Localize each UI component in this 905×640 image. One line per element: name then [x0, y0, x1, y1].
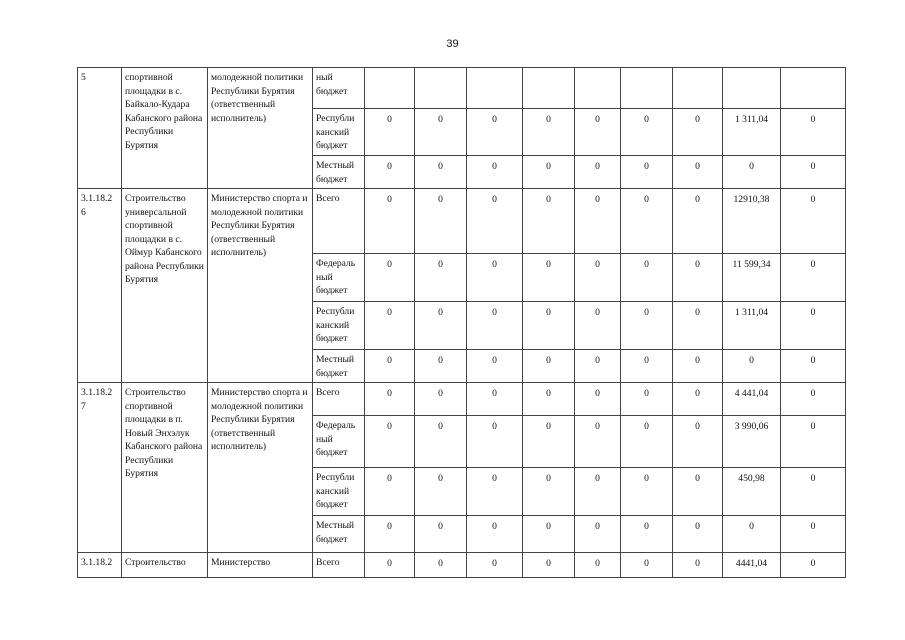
cell-value: 0 [781, 468, 846, 516]
cell-value: 0 [365, 254, 415, 302]
cell-value: 0 [467, 516, 523, 553]
cell-source: Республи канский бюджет [313, 302, 365, 350]
cell-value: 0 [523, 553, 575, 578]
cell-value [781, 68, 846, 109]
cell-code: 5 [78, 68, 122, 189]
cell-value: 0 [467, 156, 523, 189]
cell-value: 0 [621, 553, 673, 578]
cell-value: 0 [365, 468, 415, 516]
cell-value: 0 [415, 189, 467, 254]
cell-value: 0 [621, 302, 673, 350]
cell-value: 3 990,06 [723, 416, 781, 468]
cell-value: 0 [621, 516, 673, 553]
cell-value: 0 [467, 416, 523, 468]
cell-source: Местный бюджет [313, 516, 365, 553]
cell-value: 0 [575, 383, 621, 416]
cell-value [467, 68, 523, 109]
cell-value: 12910,38 [723, 189, 781, 254]
cell-value: 4 441,04 [723, 383, 781, 416]
cell-value: 0 [365, 383, 415, 416]
cell-value [673, 68, 723, 109]
cell-value: 0 [621, 468, 673, 516]
cell-name: Строительство [122, 553, 208, 578]
cell-value: 0 [621, 383, 673, 416]
cell-value: 0 [575, 302, 621, 350]
cell-value: 0 [575, 468, 621, 516]
cell-value [415, 68, 467, 109]
cell-value: 0 [575, 416, 621, 468]
cell-source: Всего [313, 189, 365, 254]
cell-value: 0 [415, 516, 467, 553]
cell-value: 0 [575, 553, 621, 578]
cell-value: 0 [673, 189, 723, 254]
cell-value: 0 [415, 468, 467, 516]
cell-value: 0 [673, 350, 723, 383]
cell-value [621, 68, 673, 109]
cell-value: 0 [523, 156, 575, 189]
cell-value: 0 [781, 189, 846, 254]
cell-value: 0 [781, 553, 846, 578]
table-row [78, 383, 846, 416]
cell-value: 0 [523, 189, 575, 254]
cell-value: 0 [621, 156, 673, 189]
cell-value: 0 [415, 302, 467, 350]
cell-value: 0 [523, 416, 575, 468]
cell-value: 0 [365, 350, 415, 383]
cell-value: 0 [575, 350, 621, 383]
cell-source: Местный бюджет [313, 350, 365, 383]
cell-value: 0 [575, 109, 621, 156]
cell-source: Федераль ный бюджет [313, 416, 365, 468]
cell-value: 0 [673, 383, 723, 416]
cell-source: Республи канский бюджет [313, 468, 365, 516]
cell-value: 0 [467, 109, 523, 156]
page-number: 39 [446, 38, 459, 50]
cell-value: 0 [415, 350, 467, 383]
budget-table [77, 67, 846, 578]
cell-value: 1 311,04 [723, 109, 781, 156]
cell-name: спортивной площадки в с. Байкало-Кудара Кабанского района Республики Бурятия [122, 68, 208, 189]
cell-value: 0 [621, 189, 673, 254]
cell-value: 0 [673, 109, 723, 156]
cell-source: ный бюджет [313, 68, 365, 109]
cell-value: 0 [575, 189, 621, 254]
cell-value: 0 [621, 350, 673, 383]
cell-value: 0 [467, 302, 523, 350]
cell-value: 0 [723, 516, 781, 553]
cell-value: 0 [365, 189, 415, 254]
cell-value: 0 [467, 350, 523, 383]
cell-value: 0 [523, 350, 575, 383]
cell-value: 0 [523, 383, 575, 416]
cell-value: 0 [781, 383, 846, 416]
cell-value: 0 [415, 109, 467, 156]
cell-value: 0 [365, 109, 415, 156]
cell-value: 0 [467, 254, 523, 302]
cell-name: Строительство спортивной площадки в п. Новый Энхэлук Кабанского района Республики Бурятия [122, 383, 208, 553]
cell-value: 0 [621, 254, 673, 302]
cell-value: 0 [781, 109, 846, 156]
cell-value: 0 [673, 468, 723, 516]
cell-value: 450,98 [723, 468, 781, 516]
cell-code: 3.1.18.2 6 [78, 189, 122, 383]
cell-value: 0 [575, 516, 621, 553]
cell-code: 3.1.18.2 7 [78, 383, 122, 553]
cell-value: 0 [781, 350, 846, 383]
cell-value: 0 [781, 516, 846, 553]
cell-value: 0 [523, 302, 575, 350]
cell-value [365, 68, 415, 109]
cell-source: Республи канский бюджет [313, 109, 365, 156]
cell-value: 11 599,34 [723, 254, 781, 302]
cell-executor: молодежной политики Республики Бурятия (ответственный исполнитель) [208, 68, 313, 189]
cell-value: 0 [673, 516, 723, 553]
cell-value: 0 [415, 383, 467, 416]
cell-value: 4441,04 [723, 553, 781, 578]
cell-value: 0 [415, 254, 467, 302]
cell-executor: Министерство [208, 553, 313, 578]
cell-value: 0 [365, 553, 415, 578]
table-row [78, 189, 846, 254]
cell-executor: Министерство спорта и молодежной политики Республики Бурятия (ответственный исполнитель) [208, 383, 313, 553]
cell-value: 0 [673, 254, 723, 302]
cell-value: 0 [621, 109, 673, 156]
cell-code: 3.1.18.2 [78, 553, 122, 578]
cell-value: 0 [365, 516, 415, 553]
cell-value: 0 [575, 156, 621, 189]
cell-value: 0 [673, 302, 723, 350]
cell-value: 0 [365, 416, 415, 468]
cell-source: Федераль ный бюджет [313, 254, 365, 302]
cell-value: 0 [781, 302, 846, 350]
cell-source: Местный бюджет [313, 156, 365, 189]
cell-value: 0 [467, 468, 523, 516]
cell-value: 0 [723, 350, 781, 383]
cell-value [723, 68, 781, 109]
cell-value: 0 [365, 302, 415, 350]
cell-value [575, 68, 621, 109]
cell-value: 0 [673, 553, 723, 578]
cell-value: 0 [781, 156, 846, 189]
cell-source: Всего [313, 553, 365, 578]
cell-value: 1 311,04 [723, 302, 781, 350]
cell-value: 0 [415, 553, 467, 578]
cell-value: 0 [523, 109, 575, 156]
table-row [78, 553, 846, 578]
cell-value: 0 [467, 553, 523, 578]
cell-value: 0 [365, 156, 415, 189]
cell-value: 0 [415, 416, 467, 468]
cell-value: 0 [467, 189, 523, 254]
cell-value: 0 [523, 516, 575, 553]
cell-value [523, 68, 575, 109]
cell-value: 0 [523, 254, 575, 302]
cell-value: 0 [523, 468, 575, 516]
cell-value: 0 [781, 254, 846, 302]
cell-value: 0 [673, 416, 723, 468]
cell-value: 0 [415, 156, 467, 189]
cell-value: 0 [723, 156, 781, 189]
cell-name: Строительство универсальной спортивной площадки в с. Оймур Кабанского района Республики Бурятия [122, 189, 208, 383]
table-row [78, 68, 846, 109]
cell-value: 0 [575, 254, 621, 302]
cell-value: 0 [467, 383, 523, 416]
cell-executor: Министерство спорта и молодежной политики Республики Бурятия (ответственный исполнитель) [208, 189, 313, 383]
cell-value: 0 [781, 416, 846, 468]
cell-value: 0 [673, 156, 723, 189]
cell-source: Всего [313, 383, 365, 416]
cell-value: 0 [621, 416, 673, 468]
